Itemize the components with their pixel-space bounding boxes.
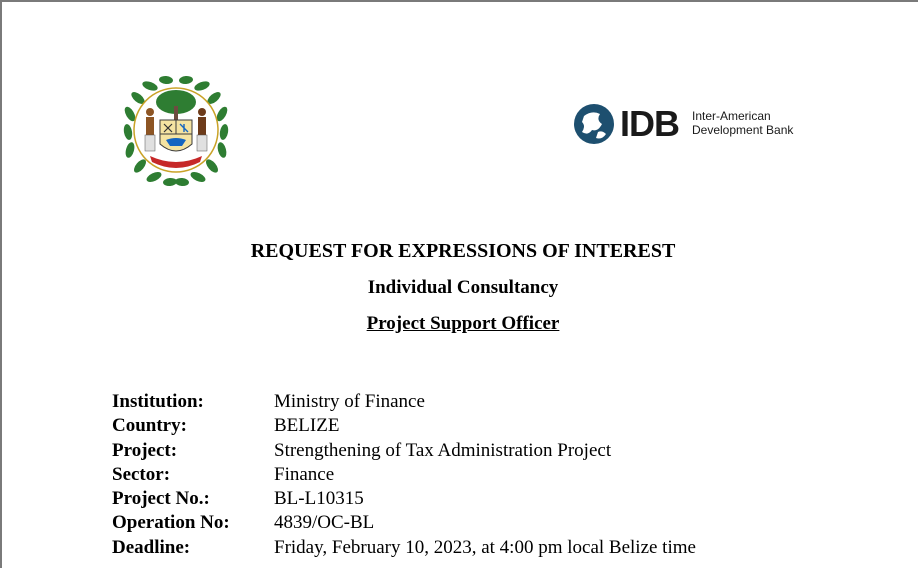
idb-name-line1: Inter-American [692,109,771,123]
detail-value: Finance [274,463,335,485]
idb-wordmark: IDB [620,103,679,144]
detail-label: Operation No: [112,512,230,534]
idb-logo [572,102,822,148]
detail-value: Strengthening of Tax Administration Project [274,439,612,461]
belize-coat-of-arms [114,72,238,188]
document-title: REQUEST FOR EXPRESSIONS OF INTEREST [250,240,676,262]
idb-name-line2: Development Bank [692,123,794,137]
detail-value: 4839/OC-BL [274,512,375,534]
detail-value: Ministry of Finance [274,391,425,412]
detail-value: BELIZE [274,415,340,437]
idb-full-name [692,109,793,137]
detail-label: Project No.: [112,488,210,510]
detail-label: Project: [112,439,178,461]
detail-label: Deadline: [112,536,191,558]
detail-label: Sector: [112,463,171,485]
detail-value: Friday, February 10, 2023, at 4:00 pm local Belize time [274,536,696,558]
detail-value: BL-L10315 [274,488,364,510]
consultancy-type: Individual Consultancy [367,277,559,298]
position-title: Project Support Officer [366,313,560,334]
detail-label: Country: [112,415,187,437]
detail-label: Institution: [112,391,204,412]
idb-globe-icon [572,102,616,146]
